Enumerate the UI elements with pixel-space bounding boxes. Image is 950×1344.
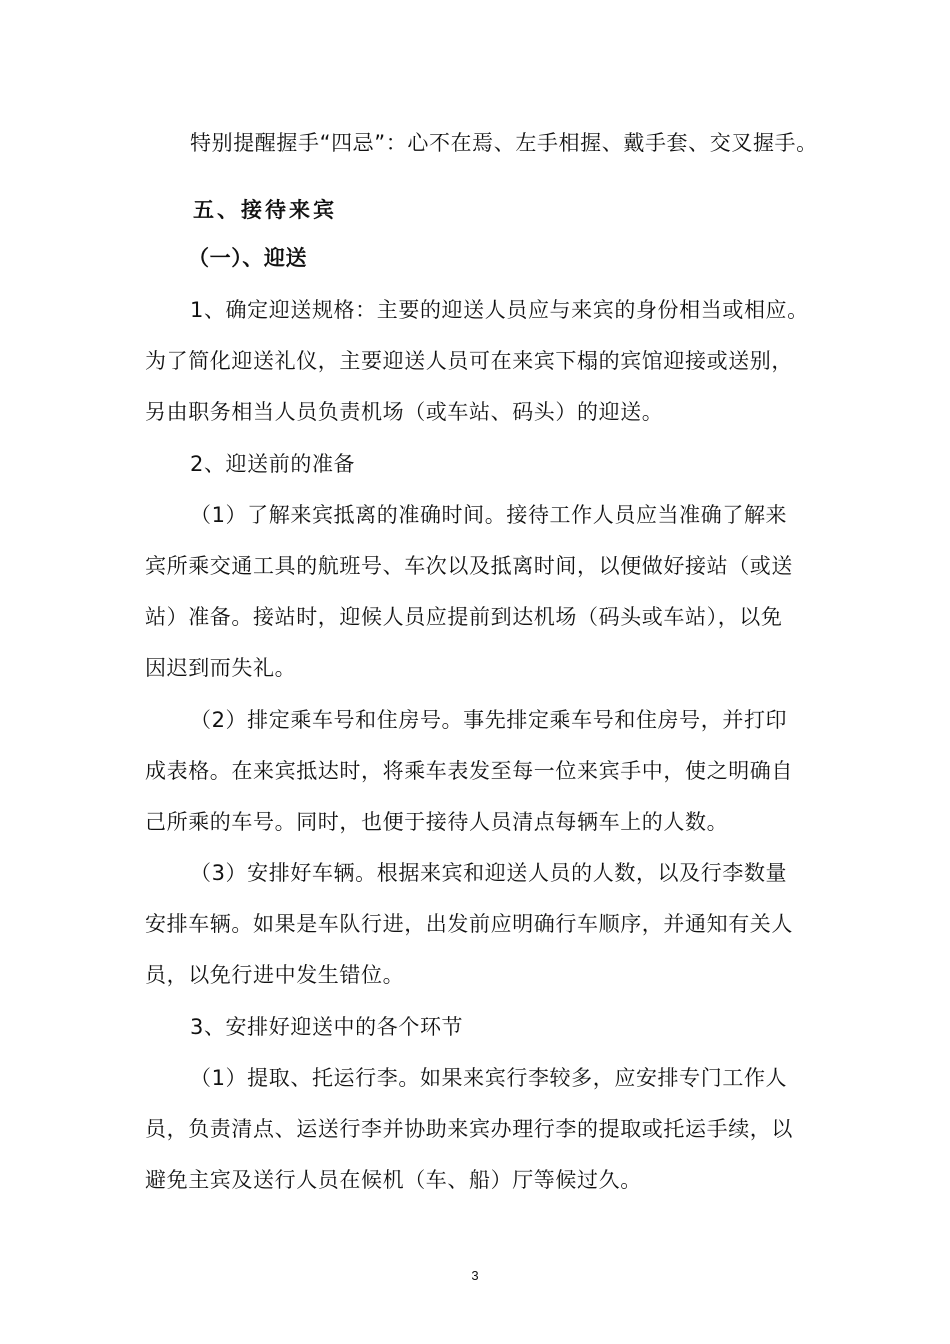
section-heading: 五、接待来宾 <box>193 197 337 222</box>
text-line: 因迟到而失礼。 <box>145 656 297 680</box>
text-line: 为了简化迎送礼仪，主要迎送人员可在来宾下榻的宾馆迎接或送别， <box>145 349 793 373</box>
text-line: 宾所乘交通工具的航班号、车次以及抵离时间，以便做好接站（或送 <box>145 554 793 578</box>
text-line: 站）准备。接站时，迎候人员应提前到达机场（码头或车站），以免 <box>145 605 783 629</box>
text-line: 安排车辆。如果是车队行进，出发前应明确行车顺序，并通知有关人 <box>145 912 793 936</box>
text-line: 另由职务相当人员负责机场（或车站、码头）的迎送。 <box>145 400 664 424</box>
text-line: 员，负责清点、运送行李并协助来宾办理行李的提取或托运手续，以 <box>145 1117 793 1141</box>
text-line: （2）排定乘车号和住房号。事先排定乘车号和住房号，并打印 <box>190 708 788 732</box>
text-line: （3）安排好车辆。根据来宾和迎送人员的人数，以及行李数量 <box>190 861 788 885</box>
subsection-title: 2、迎送前的准备 <box>190 452 356 476</box>
text-line: （1）了解来宾抵离的准确时间。接待工作人员应当准确了解来 <box>190 503 788 527</box>
text-line: 成表格。在来宾抵达时，将乘车表发至每一位来宾手中，使之明确自 <box>145 759 793 783</box>
text-line: 避免主宾及送行人员在候机（车、船）厅等候过久。 <box>145 1168 642 1192</box>
text-line: 员，以免行进中发生错位。 <box>145 963 405 987</box>
page-number: 3 <box>471 1268 479 1283</box>
text-line: 己所乘的车号。同时，也便于接待人员清点每辆车上的人数。 <box>145 810 729 834</box>
text-line: （1）提取、托运行李。如果来宾行李较多，应安排专门工作人 <box>190 1066 788 1090</box>
subsection-heading: （一）、迎送 <box>188 246 308 270</box>
subsection-title: 3、安排好迎送中的各个环节 <box>190 1015 464 1039</box>
text-line: 1、确定迎送规格：主要的迎送人员应与来宾的身份相当或相应。 <box>190 298 809 322</box>
text-line: 特别提醒握手“四忌”：心不在焉、左手相握、戴手套、交叉握手。 <box>190 131 818 155</box>
